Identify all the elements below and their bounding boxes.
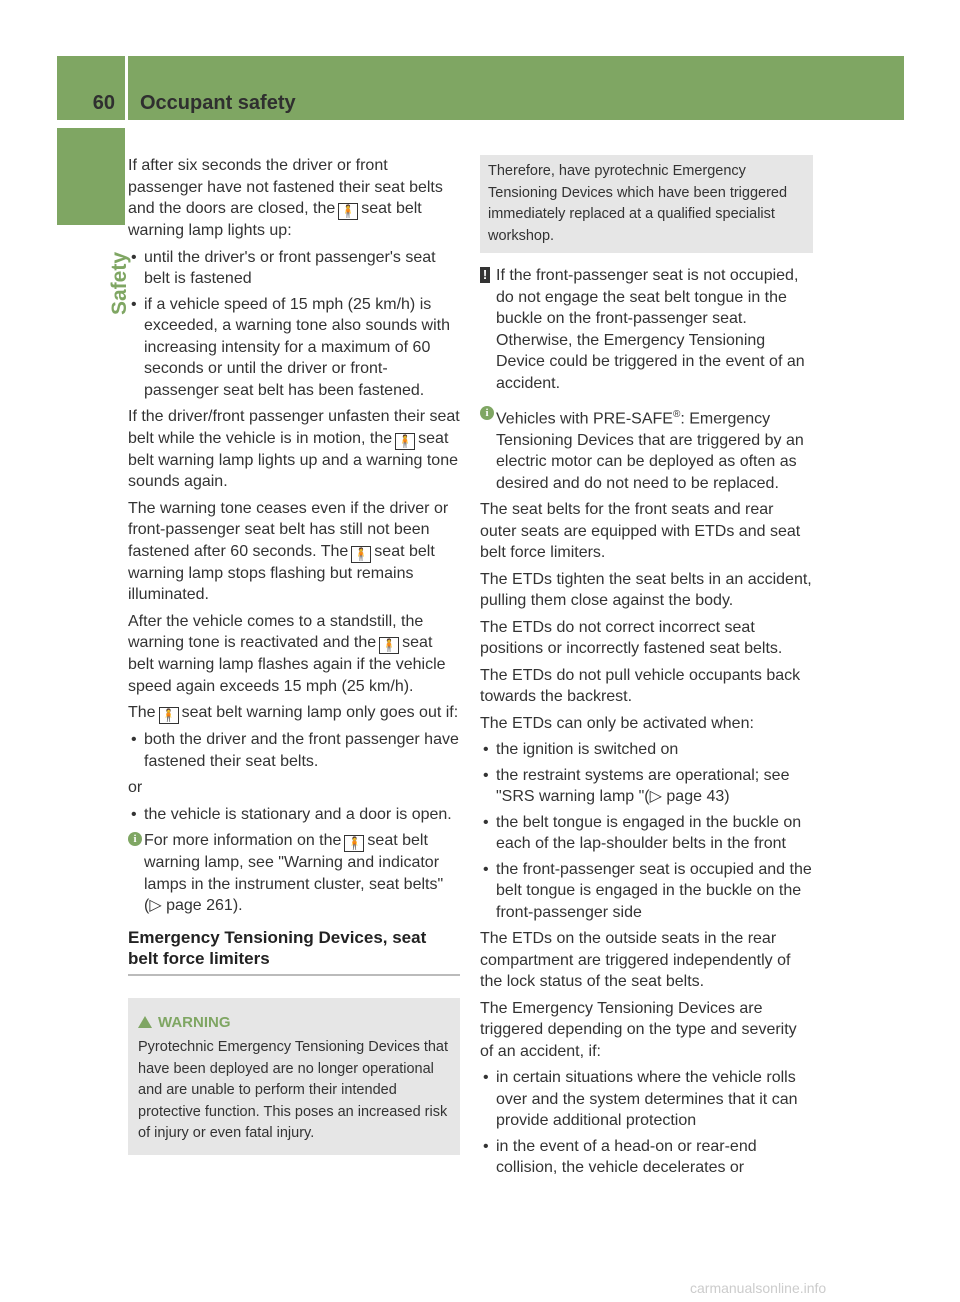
left-column [128,155,460,1155]
paragraph: If after six seconds the driver or front passenger have not fastened their seat belts and the doors are closed, the 🧍 seat belt warning lamp lights up: [128,157,443,239]
seat-belt-icon: 🧍 [338,203,358,220]
bullet-list [480,739,813,923]
list-item: • in certain situations where the vehicle rolls over and the system determines that it can provide additional protection [483,1069,798,1130]
list-item: • the vehicle is stationary and a door is open. [131,805,452,823]
bullet-list [128,729,460,772]
warning-title: WARNING [138,1012,450,1034]
seat-belt-icon: 🧍 [395,433,415,450]
paragraph: The seat belts for the front seats and rear outer seats are equipped with ETDs and seat belt force limiters. [480,501,801,562]
seat-belt-icon: 🧍 [344,835,364,852]
paragraph: The 🧍 seat belt warning lamp only goes out if: [128,704,459,722]
paragraph: The ETDs on the outside seats in the rear compartment are triggered independently of the lock status of the seat belts. [480,930,791,991]
info-icon: i [128,832,142,846]
paragraph: The ETDs do not pull vehicle occupants back towards the backrest. [480,666,801,706]
list-item: • the ignition is switched on [483,741,679,759]
paragraph: If the driver/front passenger unfasten their seat belt while the vehicle is in motion, the 🧍 seat belt warning lamp lights up and a warning tone sounds again. [128,408,460,490]
paragraph: The ETDs do not correct incorrect seat positions or incorrectly fastened seat belts. [480,618,783,658]
list-item: • until the driver's or front passenger's seat belt is fastened [131,248,436,287]
paragraph: The warning tone ceases even if the driver or front-passenger seat belt has still not been fastened after 60 seconds. The 🧍 seat belt warning lamp stops flashing but remains illuminated. [128,499,449,603]
list-item: • the belt tongue is engaged in the buckle on each of the lap-shoulder belts in the front [483,813,802,853]
paragraph: The Emergency Tensioning Devices are triggered depending on the type and severity of an accident, if: [480,999,797,1060]
bullet-list [480,1067,813,1179]
exclamation-icon: ! [480,267,490,283]
bullet-list [128,247,460,402]
section-heading: Emergency Tensioning Devices, seat belt force limiters [128,927,460,976]
chapter-label: Safety [108,251,131,315]
warning-box [128,998,460,1155]
list-item: • the front-passenger seat is occupied and the belt tongue is engaged in the buckle on the front-passenger side [483,860,812,921]
info-icon: i [480,406,494,420]
paragraph: The ETDs tighten the seat belts in an accident, pulling them close against the body. [480,570,812,610]
right-column [480,155,813,1184]
bullet-list [128,804,460,826]
info-note: i Vehicles with PRE-SAFE®: Emergency Tensioning Devices that are triggered by an electric motor can be deployed as often as desired and do not need to be replaced. [480,404,813,494]
list-item: • in the event of a head-on or rear-end collision, the vehicle decelerates or [483,1137,757,1177]
seat-belt-icon: 🧍 [159,707,179,724]
seat-belt-icon: 🧍 [379,637,399,654]
warning-text: Pyrotechnic Emergency Tensioning Devices that have been deployed are no longer operational and are unable to perform their intended protective function. This poses an increased risk of injury or even fatal injury. [138,1039,449,1141]
paragraph: The ETDs can only be activated when: [480,714,754,732]
warning-triangle-icon [138,1016,152,1028]
list-item: • if a vehicle speed of 15 mph (25 km/h) is exceeded, a warning tone also sounds with increasing intensity for a maximum of 60 seconds or until the driver or front-passenger seat belt has been fastened. [131,295,450,399]
chapter-tab [57,128,125,225]
list-item: • both the driver and the front passenger have fastened their seat belts. [131,731,459,770]
paragraph: After the vehicle comes to a standstill, the warning tone is reactivated and the 🧍 seat belt warning lamp flashes again if the vehicle speed again exceeds 15 mph (25 km/h). [128,612,446,695]
seat-belt-icon: 🧍 [351,546,371,563]
page-number: 60 [92,91,115,114]
info-note: i For more information on the 🧍 seat belt warning lamp, see "Warning and indicator lamps in the instrument cluster, seat belts" (▷ page 261). [128,830,460,917]
watermark: carmanualsonline.info [690,1280,827,1296]
list-item: • the restraint systems are operational; see "SRS warning lamp "(▷ page 43) [483,766,790,806]
page-ref-arrow-icon: ▷ [149,897,162,914]
warning-box-continued: Therefore, have pyrotechnic Emergency Tensioning Devices which have been triggered immediately replaced at a qualified specialist workshop. [480,155,813,253]
section-title: Occupant safety [140,91,296,114]
page-ref-arrow-icon: ▷ [649,788,662,806]
paragraph: or [128,779,143,796]
caution-note: ! If the front-passenger seat is not occupied, do not engage the seat belt tongue in the buckle on the front-passenger seat. Otherwise, the Emergency Tensioning Device could be triggered in the event of an accident. [480,265,813,394]
